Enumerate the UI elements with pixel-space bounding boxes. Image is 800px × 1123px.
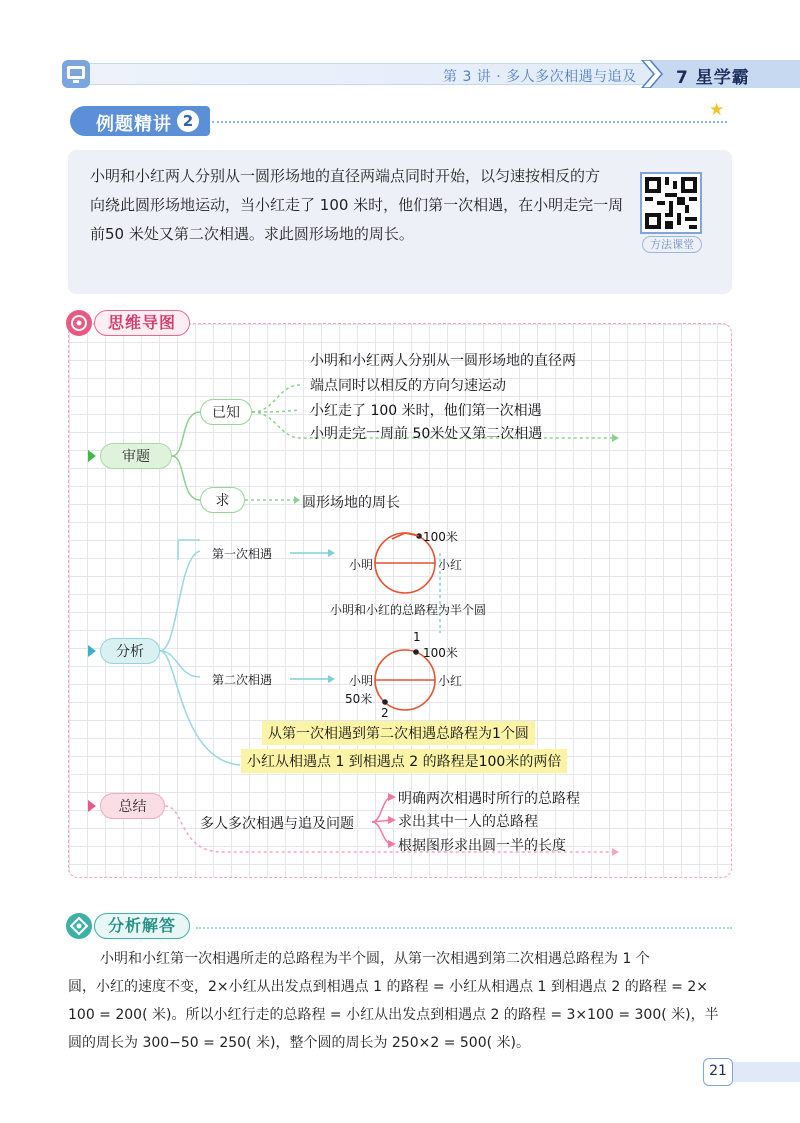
answer-line: 100 = 200( 米)。所以小红行走的总路程 = 小红从出发点到相遇点 2 的路程 = 3×100 = 300( 米)，半 (68, 1007, 719, 1023)
answer-line: 圆，小红的速度不变，2×小红从出发点到相遇点 1 的路程 = 小红从相遇点 1 到相遇点 2 的路程 = 2× (68, 979, 708, 995)
diagram2-point1: 1 (413, 630, 421, 644)
node-audit: 审题 (100, 443, 172, 469)
seek-text: 圆形场地的周长 (302, 495, 400, 511)
node-known: 已知 (200, 399, 252, 425)
diagram1-left-label: 小明 (349, 558, 374, 572)
known-line: 小明和小红两人分别从一圆形场地的直径两 (310, 353, 576, 369)
known-line: 小明走完一周前 50米处又第二次相遇 (310, 426, 543, 442)
diagram1-right-label: 小红 (438, 558, 463, 572)
diagram2-top-label: 100米 (423, 646, 458, 660)
node-analysis: 分析 (100, 638, 160, 664)
answer-line: 小明和小红第一次相遇所走的总路程为半个圆，从第一次相遇到第二次相遇总路程为 1 个 (100, 951, 650, 967)
answer-line: 圆的周长为 300−50 = 250( 米)，整个圆的周长为 250×2 = 500( 米)。 (68, 1035, 530, 1051)
summary-point: 根据图形求出圆一半的长度 (398, 838, 566, 854)
diagram2-left-label: 小明 (349, 674, 374, 688)
answer-title: 分析解答 (94, 913, 190, 939)
answer-icon (66, 913, 92, 939)
summary-topic: 多人多次相遇与追及问题 (200, 816, 354, 832)
diagram2-point2: 2 (381, 706, 389, 720)
known-line: 端点同时以相反的方向匀速运动 (310, 378, 506, 394)
qr-caption: 方法课堂 (642, 236, 702, 253)
first-meet-label: 第一次相遇 (212, 547, 273, 561)
answer-divider (196, 927, 732, 929)
known-line: 小红走了 100 米时，他们第一次相遇 (310, 403, 542, 419)
summary-point: 明确两次相遇时所行的总路程 (398, 791, 580, 807)
summary-point: 求出其中一人的总路程 (398, 814, 538, 830)
diagram1-top-label: 100米 (423, 530, 458, 544)
star-icon: ★ (709, 100, 725, 120)
brand-name: 7 星学霸 (676, 68, 750, 88)
node-summary: 总结 (100, 793, 165, 819)
example-number: 2 (177, 110, 199, 132)
lecture-title: 第 3 讲 · 多人多次相遇与追及 (443, 69, 637, 85)
problem-line: 前50 米处又第二次相遇。求此圆形场地的周长。 (90, 225, 414, 243)
diagram2-bottom-label: 50米 (345, 692, 373, 706)
second-meet-label: 第二次相遇 (212, 673, 273, 687)
highlight-total-distance: 从第一次相遇到第二次相遇总路程为1个圆 (262, 721, 535, 745)
diagram2-right-label: 小红 (438, 674, 463, 688)
problem-line: 小明和小红两人分别从一圆形场地的直径两端点同时开始，以匀速按相反的方 (90, 167, 601, 185)
node-seek: 求 (200, 487, 245, 513)
mindmap-title: 思维导图 (94, 310, 190, 336)
example-title: 例题精讲 (96, 114, 172, 135)
problem-line: 向绕此圆形场地运动，当小红走了 100 米时，他们第一次相遇，在小明走完一周 (90, 196, 624, 214)
highlight-red-distance: 小红从相遇点 1 到相遇点 2 的路程是100米的两倍 (241, 749, 567, 773)
page-number: 21 (703, 1058, 733, 1086)
diagram1-caption: 小明和小红的总路程为半个圆 (330, 603, 487, 617)
